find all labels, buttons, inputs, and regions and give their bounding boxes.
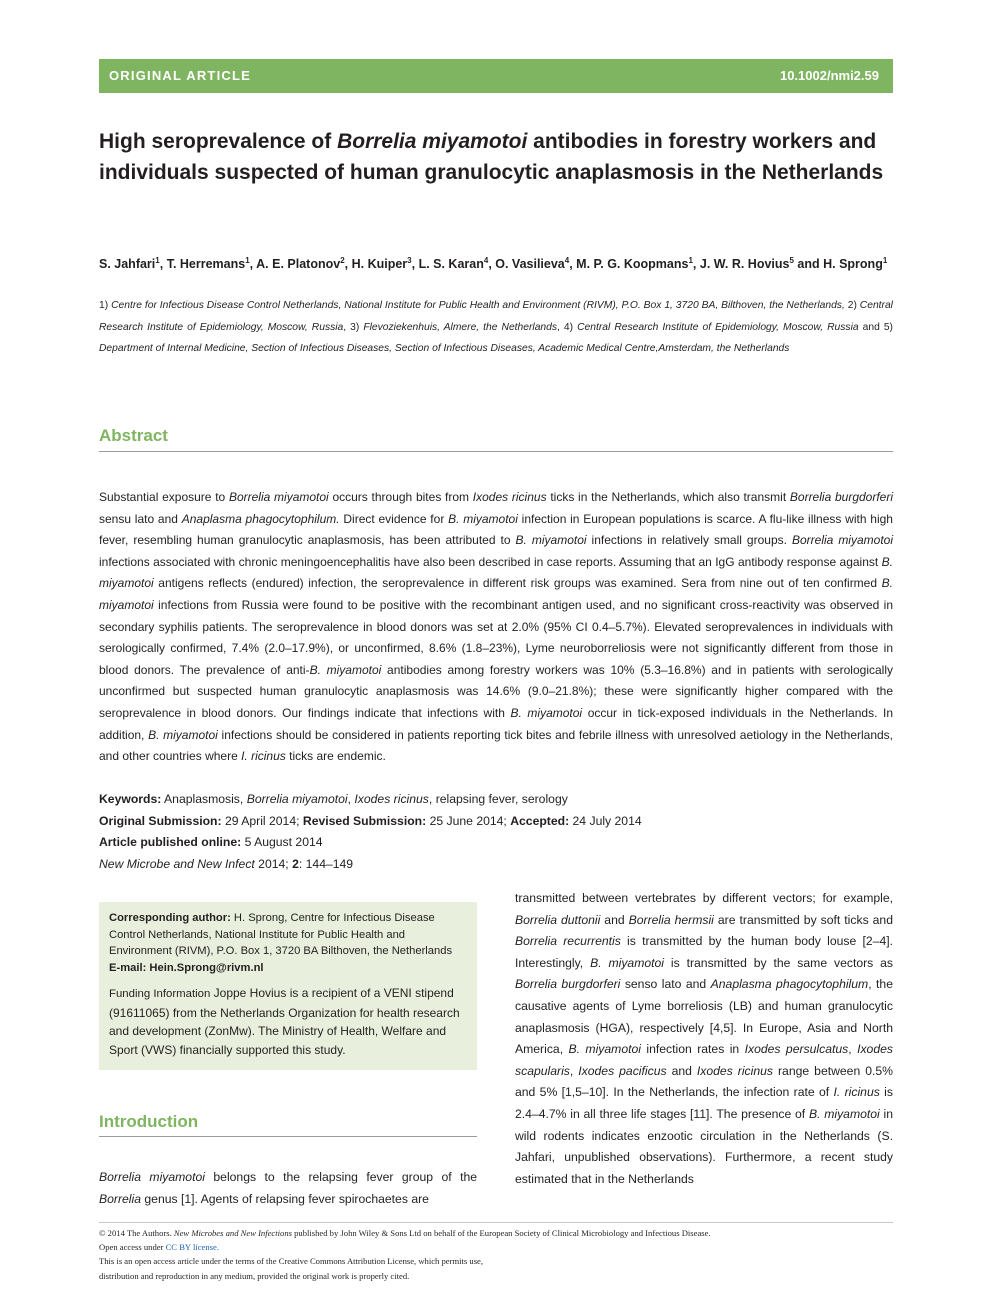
keywords-list — [164, 792, 568, 806]
author-separator: , — [159, 257, 167, 272]
intro-right-text: is transmitted by the human body louse [2–4]. Interestingly, — [515, 934, 893, 970]
abs-text: infections associated with chronic meningoencephalitis have also been described in case reports. Assuming that an IgG antibody response against — [99, 554, 882, 569]
abs-species: Borrelia miyamotoi — [228, 490, 329, 504]
intro-right-text: in wild rodents indicates enzootic circulation in the Netherlands (S. Jahfari, unpublished observations). Furthermore, a recent study estimated that in the Netherlands — [515, 1106, 893, 1186]
abs-species: B. miyamotoi — [99, 576, 893, 612]
keywords-label: Keywords: — [99, 792, 162, 806]
abs-text: infection in European populations is scarce. A flu-like illness with high fever, resembling human granulocytic anaplasmosis, has been attributed to — [99, 511, 893, 548]
abs-text: antigens reflects (endured) infection, the seroprevalence in different risk groups was examined. Sera from nine out of ten confirmed — [153, 576, 882, 591]
keyword-separator: , — [428, 792, 436, 806]
corresponding-author-label: Corresponding author: — [109, 912, 231, 924]
email-address[interactable]: Hein.Sprong@rivm.nl — [146, 961, 264, 974]
footer-journal: New Microbes and New Infections — [173, 1228, 292, 1238]
intro-right-species: B. miyamotoi — [568, 1042, 641, 1057]
abs-species: B. miyamotoi — [148, 727, 218, 742]
abs-species: B. miyamotoi — [99, 554, 893, 591]
intro-right-species: Borrelia hermsii — [628, 912, 714, 927]
author-name: H. Kuiper — [351, 257, 408, 272]
abs-species: Borrelia miyamotoi — [791, 533, 893, 548]
introduction-heading: Introduction — [99, 1112, 199, 1131]
email-row — [109, 960, 467, 977]
author-list — [99, 250, 893, 275]
keyword-separator: , — [239, 792, 247, 806]
intro-left-text: belongs to the relapsing fever group of the — [204, 1170, 478, 1184]
abs-text: ticks are endemic. — [285, 749, 386, 764]
keyword: serology — [521, 792, 568, 806]
open-access-line — [99, 1240, 893, 1254]
published-online-date: 5 August 2014 — [244, 835, 323, 849]
intro-right-species: I. ricinus — [833, 1085, 880, 1100]
abs-text: sensu lato and — [99, 511, 182, 526]
corresponding-author — [109, 910, 467, 960]
intro-right-text: is 2.4–4.7% in all three life stages [11]. The presence of — [515, 1085, 893, 1121]
author-name: O. Vasilieva — [495, 257, 565, 272]
affiliation-text: Centre for Infectious Disease Control Netherlands, National Institute for Public Health and Environment (RIVM), P.O. Box 1, 3720 BA, Bilthoven, the Netherlands, — [111, 300, 845, 311]
original-submission-label: Original Submission: — [99, 813, 222, 828]
affiliation-separator: , — [343, 321, 351, 333]
introduction-text-right — [515, 888, 893, 1190]
keyword: relapsing fever — [435, 792, 515, 806]
original-submission-date: 29 April 2014; — [224, 813, 300, 828]
author-affiliation-number: 1 — [245, 256, 250, 265]
intro-right-species: Ixodes ricinus — [696, 1063, 774, 1078]
affiliation-number: 2) — [847, 300, 860, 311]
author-separator: , — [569, 257, 577, 272]
abstract-text — [99, 487, 893, 768]
intro-right-species: B. miyamotoi — [590, 955, 665, 970]
keyword-separator: , — [347, 792, 355, 806]
abs-species: B. miyamotoi — [510, 705, 583, 720]
license-line-2: distribution and reproduction in any medium, provided the original work is properly cited. — [99, 1270, 410, 1281]
intro-right-text: , — [569, 1063, 579, 1078]
author-affiliation-number: 3 — [407, 256, 412, 265]
affiliation-text: Central Research Institute of Epidemiology, Moscow, Russia — [577, 321, 859, 333]
abs-species: Borrelia burgdorferi — [789, 490, 894, 504]
funding-information — [109, 984, 467, 1059]
abs-text: infections from Russia were found to be positive with the recombinant antigen used, and no significant cross-reactivity was observed in secondary syphilis patients. The seroprevalence in blood donors was set at 2.0% (95% CI 0.4–5.7%). Elevated seroprevalences in individuals with serologically confirmed, 7.4% (2.0–17.9%), or unconfirmed, 8.6% (1.8–23%), Lyme neuroborreliosis were not significantly different from those in blood donors. The prevalence of anti- — [99, 597, 893, 677]
accepted-date: 24 July 2014 — [572, 813, 642, 828]
author-separator: and — [793, 257, 824, 272]
affiliation-separator: and — [858, 321, 884, 333]
email-label: E-mail: — [109, 961, 147, 974]
abs-text: occur in tick-exposed individuals in the Netherlands. In addition, — [99, 705, 893, 742]
abs-text: infections should be considered in patients reporting tick bites and febrile illness with unresolved aetiology in the Netherlands, and other countries where — [99, 727, 894, 764]
abs-species: B. miyamotoi — [448, 511, 518, 526]
affiliation-text: Central Research Institute of Epidemiology, Moscow, Russia — [99, 300, 893, 333]
footer-divider — [99, 1222, 893, 1223]
abs-text: Direct evidence for — [339, 511, 449, 526]
doi-label[interactable]: 10.1002/nmi2.59 — [779, 68, 879, 83]
author-separator: , — [411, 257, 419, 272]
license-line-1: This is an open access article under the terms of the Creative Commons Attribution License, which permits use, — [99, 1256, 483, 1267]
cc-by-license-link[interactable]: CC BY license. — [165, 1242, 219, 1253]
intro-right-text: transmitted between vertebrates by different vectors; for example, — [515, 891, 893, 905]
abs-species: Ixodes ricinus — [472, 490, 547, 504]
affiliation-number: 4) — [563, 321, 578, 333]
abs-text: ticks in the Netherlands, which also transmit — [546, 490, 790, 504]
abs-text: infections in relatively small groups. — [586, 533, 792, 548]
author-affiliation-number: 1 — [882, 256, 888, 265]
author-affiliation-number: 5 — [789, 256, 794, 265]
affiliation-list — [99, 295, 893, 360]
intro-right-species: Borrelia recurrentis — [515, 934, 621, 949]
intro-right-text: infection rates in — [640, 1042, 745, 1057]
accepted-label: Accepted: — [510, 813, 570, 828]
keywords-row — [99, 789, 893, 811]
keyword: Ixodes ricinus — [354, 792, 429, 806]
affiliation-text: Department of Internal Medicine, Section of Infectious Diseases, Section of Infectious Diseases, Academic Medical Centre,Amsterdam, the Netherlands — [99, 343, 790, 354]
affiliation-number: 1) — [99, 300, 112, 311]
citation-pages: : 144–149 — [298, 856, 354, 871]
intro-right-species: Borrelia burgdorferi — [515, 977, 621, 992]
abs-text: Substantial exposure to — [99, 490, 229, 504]
author-affiliation-number: 4 — [564, 256, 570, 265]
intro-right-text: and — [666, 1063, 697, 1078]
title-part-1: High seroprevalence of — [99, 130, 338, 153]
intro-right-text: are transmitted by soft ticks and — [713, 912, 893, 927]
published-row — [99, 832, 893, 854]
intro-left-text: genus [1]. Agents of relapsing fever spirochaetes are — [141, 1191, 429, 1206]
introduction-text-left — [99, 1167, 477, 1210]
abs-text: antibodies among forestry workers was 10% (5.3–16.8%) and in patients with serologically unconfirmed but suspected human granulocytic anaplasmosis was 14.6% (9.0–21.8%); these were significantly higher compared with the seroprevalence in blood donors. Our findings indicate that infections with — [99, 662, 893, 720]
affiliation-separator: , — [557, 321, 564, 333]
author-affiliation-number: 2 — [340, 256, 345, 265]
intro-right-text: and — [600, 912, 629, 927]
author-separator: , — [692, 257, 700, 272]
author-name: S. Jahfari — [99, 257, 156, 272]
intro-right-species: Anaplasma phagocytophilum — [710, 977, 869, 992]
citation-volume: 2 — [292, 856, 299, 871]
author-name: L. S. Karan — [418, 257, 484, 272]
citation-row — [99, 854, 893, 876]
article-metadata — [99, 789, 893, 875]
article-type-label: ORIGINAL ARTICLE — [109, 68, 251, 83]
abs-species: B. miyamotoi — [309, 662, 382, 677]
author-name: J. W. R. Hovius — [699, 257, 790, 272]
title-species: Borrelia miyamotoi — [337, 130, 528, 153]
footer — [99, 1226, 893, 1283]
abs-species: Anaplasma phagocytophilum. — [181, 511, 340, 526]
affiliation-text: Flevoziekenhuis, Almere, the Netherlands — [363, 321, 558, 333]
abs-text: occurs through bites from — [328, 490, 473, 504]
intro-left-species: Borrelia — [99, 1191, 141, 1206]
correspondence-box — [99, 902, 477, 1070]
open-access-prefix: Open access under — [99, 1242, 166, 1253]
abstract-heading: Abstract — [99, 426, 168, 445]
intro-right-text: is transmitted by the same vectors as — [664, 955, 894, 970]
keyword: Borrelia miyamotoi — [246, 792, 348, 806]
abs-species: B. miyamotoi — [515, 533, 587, 548]
published-online-label: Article published online: — [99, 835, 242, 849]
title-part-2: antibodies in forestry workers and individuals suspected of human granulocytic anaplasmosis in the Netherlands — [99, 130, 884, 184]
affiliation-number: 3) — [350, 321, 364, 333]
affiliation-number: 5) — [883, 321, 893, 333]
intro-right-species: Ixodes persulcatus — [744, 1042, 849, 1057]
abs-species: I. ricinus — [241, 749, 286, 764]
author-separator: , — [249, 257, 257, 272]
author-name: A. E. Platonov — [256, 257, 341, 272]
intro-right-species: B. miyamotoi — [808, 1106, 880, 1121]
intro-right-text: range between 0.5% and 5% [1,5–10]. In the Netherlands, the infection rate of — [515, 1063, 894, 1100]
funding-text: Joppe Hovius is a recipient of a VENI stipend (91611065) from the Netherlands Organization for health research and development (ZonMw). The Ministry of Health, Welfare and Sport (VWS) financially supported this study. — [109, 986, 460, 1057]
author-separator: , — [344, 257, 352, 272]
author-separator: , — [488, 257, 496, 272]
intro-left-species: Borrelia miyamotoi — [99, 1170, 205, 1184]
author-affiliation-number: 1 — [155, 256, 160, 265]
revised-submission-date: 25 June 2014; — [429, 813, 507, 828]
copyright-rest: published by John Wiley & Sons Ltd on behalf of the European Society of Clinical Microbiology and Infectious Disease. — [291, 1228, 711, 1238]
article-title — [99, 126, 899, 188]
funding-label: Funding Information — [109, 988, 211, 1001]
copyright-line — [99, 1226, 893, 1240]
corresponding-author-text: H. Sprong, Centre for Infectious Disease Control Netherlands, National Institute for Public Health and Environment (RIVM), P.O. Box 1, 3720 BA Bilthoven, the Netherlands — [109, 912, 453, 958]
author-name: H. Sprong — [823, 257, 883, 272]
submission-row — [99, 811, 893, 833]
copyright-text: © 2014 The Authors. — [99, 1228, 174, 1238]
revised-submission-label: Revised Submission: — [302, 813, 427, 828]
keyword-separator: , — [514, 792, 522, 806]
author-affiliation-number: 1 — [688, 256, 693, 265]
keyword: Anaplasmosis — [164, 792, 240, 806]
introduction-divider — [99, 1136, 477, 1137]
article-type-banner — [99, 59, 893, 93]
intro-right-text: , the causative agents of Lyme borreliosis (LB) and human granulocytic anaplasmosis (HGA), respectively [4,5]. In Europe, Asia and North America, — [515, 977, 893, 1057]
intro-right-text: senso lato and — [620, 977, 711, 992]
abstract-divider — [99, 451, 893, 452]
intro-right-species: Ixodes pacificus — [578, 1063, 667, 1078]
citation-year: 2014; — [254, 856, 293, 871]
intro-right-species: Ixodes scapularis — [515, 1042, 893, 1078]
intro-right-species: Borrelia duttonii — [515, 912, 601, 927]
author-name: M. P. G. Koopmans — [576, 257, 689, 272]
author-affiliation-number: 4 — [483, 256, 489, 265]
journal-name: New Microbe and New Infect — [99, 856, 255, 871]
intro-right-text: , — [848, 1042, 858, 1057]
author-name: T. Herremans — [166, 257, 246, 272]
